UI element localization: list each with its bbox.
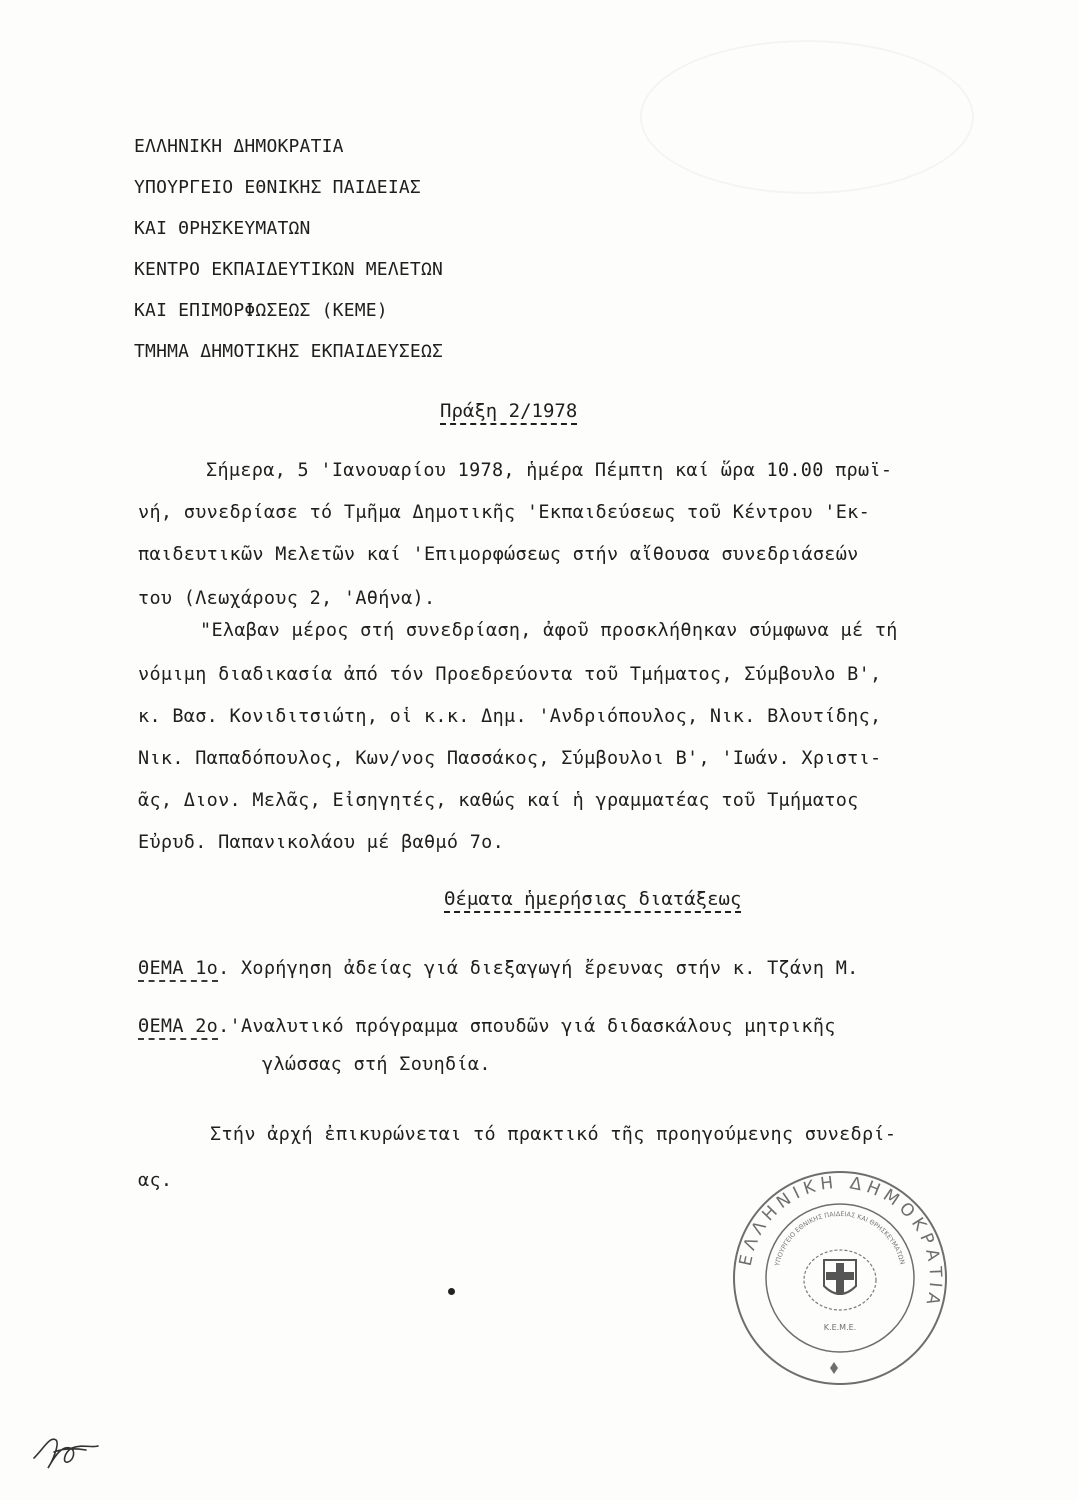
official-seal-icon [730,1168,950,1388]
letterhead [134,126,443,372]
agenda-item-text: . Χορήγηση ἀδείας γιά διεξαγωγή ἔρευνας στήν κ. Τζάνη Μ. [218,958,859,979]
agenda-item-label: ΘΕΜΑ 1ο [138,958,219,979]
letterhead-line: ΤΜΗΜΑ ΔΗΜΟΤΙΚΗΣ ΕΚΠΑΙΔΕΥΣΕΩΣ [134,341,444,362]
agenda-item [138,958,859,979]
paragraph-line: νόμιμη διαδικασία ἀπό τόν Προεδρεύοντα τοῦ Τμήματος, Σύμβουλο Β', [138,664,882,685]
bleed-through-seal [640,40,974,194]
letterhead-line: ΚΕΝΤΡΟ ΕΚΠΑΙΔΕΥΤΙΚΩΝ ΜΕΛΕΤΩΝ [134,259,444,280]
seal-inner-text: ΥΠΟΥΡΓΕΙΟ ΕΘΝΙΚΗΣ ΠΑΙΔΕΙΑΣ ΚΑΙ ΘΡΗΣΚΕΥΜΑΤΩΝ [773,1209,907,1267]
paragraph-line: του (Λεωχάρους 2, 'Αθήνα). [138,588,436,609]
letterhead-line: ΕΛΛΗΝΙΚΗ ΔΗΜΟΚΡΑΤΙΑ [134,136,344,157]
signature-icon [30,1418,110,1478]
agenda-item-text: .'Αναλυτικό πρόγραμμα σπουδῶν γιά διδασκάλους μητρικῆς [218,1016,836,1037]
seal-outer-text: ΕΛΛΗΝΙΚΗ ΔΗΜΟΚΡΑΤΙΑ [735,1172,946,1312]
paragraph-line: Νικ. Παπαδόπουλος, Κων/νος Πασσάκος, Σύμβουλοι Β', 'Ιωάν. Χριστι- [138,748,882,769]
agenda-heading: Θέματα ἡμερήσιας διατάξεως [444,888,742,910]
paragraph-line: παιδευτικῶν Μελετῶν καί 'Επιμορφώσεως στήν αἴθουσα συνεδριάσεών [138,544,859,565]
paragraph-line: "Ελαβαν μέρος στή συνεδρίαση, ἀφοῦ προσκλήθηκαν σύμφωνα μέ τή [200,620,898,641]
agenda-item-continuation: γλώσσας στή Σουηδία. [262,1054,491,1075]
agenda-item-label: ΘΕΜΑ 2ο [138,1016,219,1037]
letterhead-line: ΥΠΟΥΡΓΕΙΟ ΕΘΝΙΚΗΣ ΠΑΙΔΕΙΑΣ [134,177,421,198]
ink-dot [448,1288,455,1295]
closing-line: ας. [138,1170,173,1191]
seal-bottom-text: Κ.Ε.Μ.Ε. [823,1323,857,1332]
closing-line: Στήν ἀρχή ἐπικυρώνεται τό πρακτικό τῆς προηγούμενης συνεδρί- [210,1124,897,1145]
paragraph-line: κ. Βασ. Κονιδιτσιώτη, οἱ κ.κ. Δημ. 'Ανδριόπουλος, Νικ. Βλουτίδης, [138,706,882,727]
paragraph-line: Εὐρυδ. Παπανικολάου μέ βαθμό 7ο. [138,832,505,853]
paragraph-line: ᾶς, Διον. Μελᾶς, Εἰσηγητές, καθώς καί ἡ γραμματέας τοῦ Τμήματος [138,790,859,811]
act-title: Πράξη 2/1978 [440,400,578,422]
agenda-item [138,1016,836,1037]
paragraph-line: νή, συνεδρίασε τό Τμῆμα Δημοτικῆς 'Εκπαιδεύσεως τοῦ Κέντρου 'Εκ- [138,502,871,523]
letterhead-line: ΚΑΙ ΘΡΗΣΚΕΥΜΑΤΩΝ [134,218,311,239]
paragraph-line: Σήμερα, 5 'Ιανουαρίου 1978, ἡμέρα Πέμπτη καί ὥρα 10.00 πρωϊ- [206,460,893,481]
letterhead-line: ΚΑΙ ΕΠΙΜΟΡΦΩΣΕΩΣ (ΚΕΜΕ) [134,300,388,321]
